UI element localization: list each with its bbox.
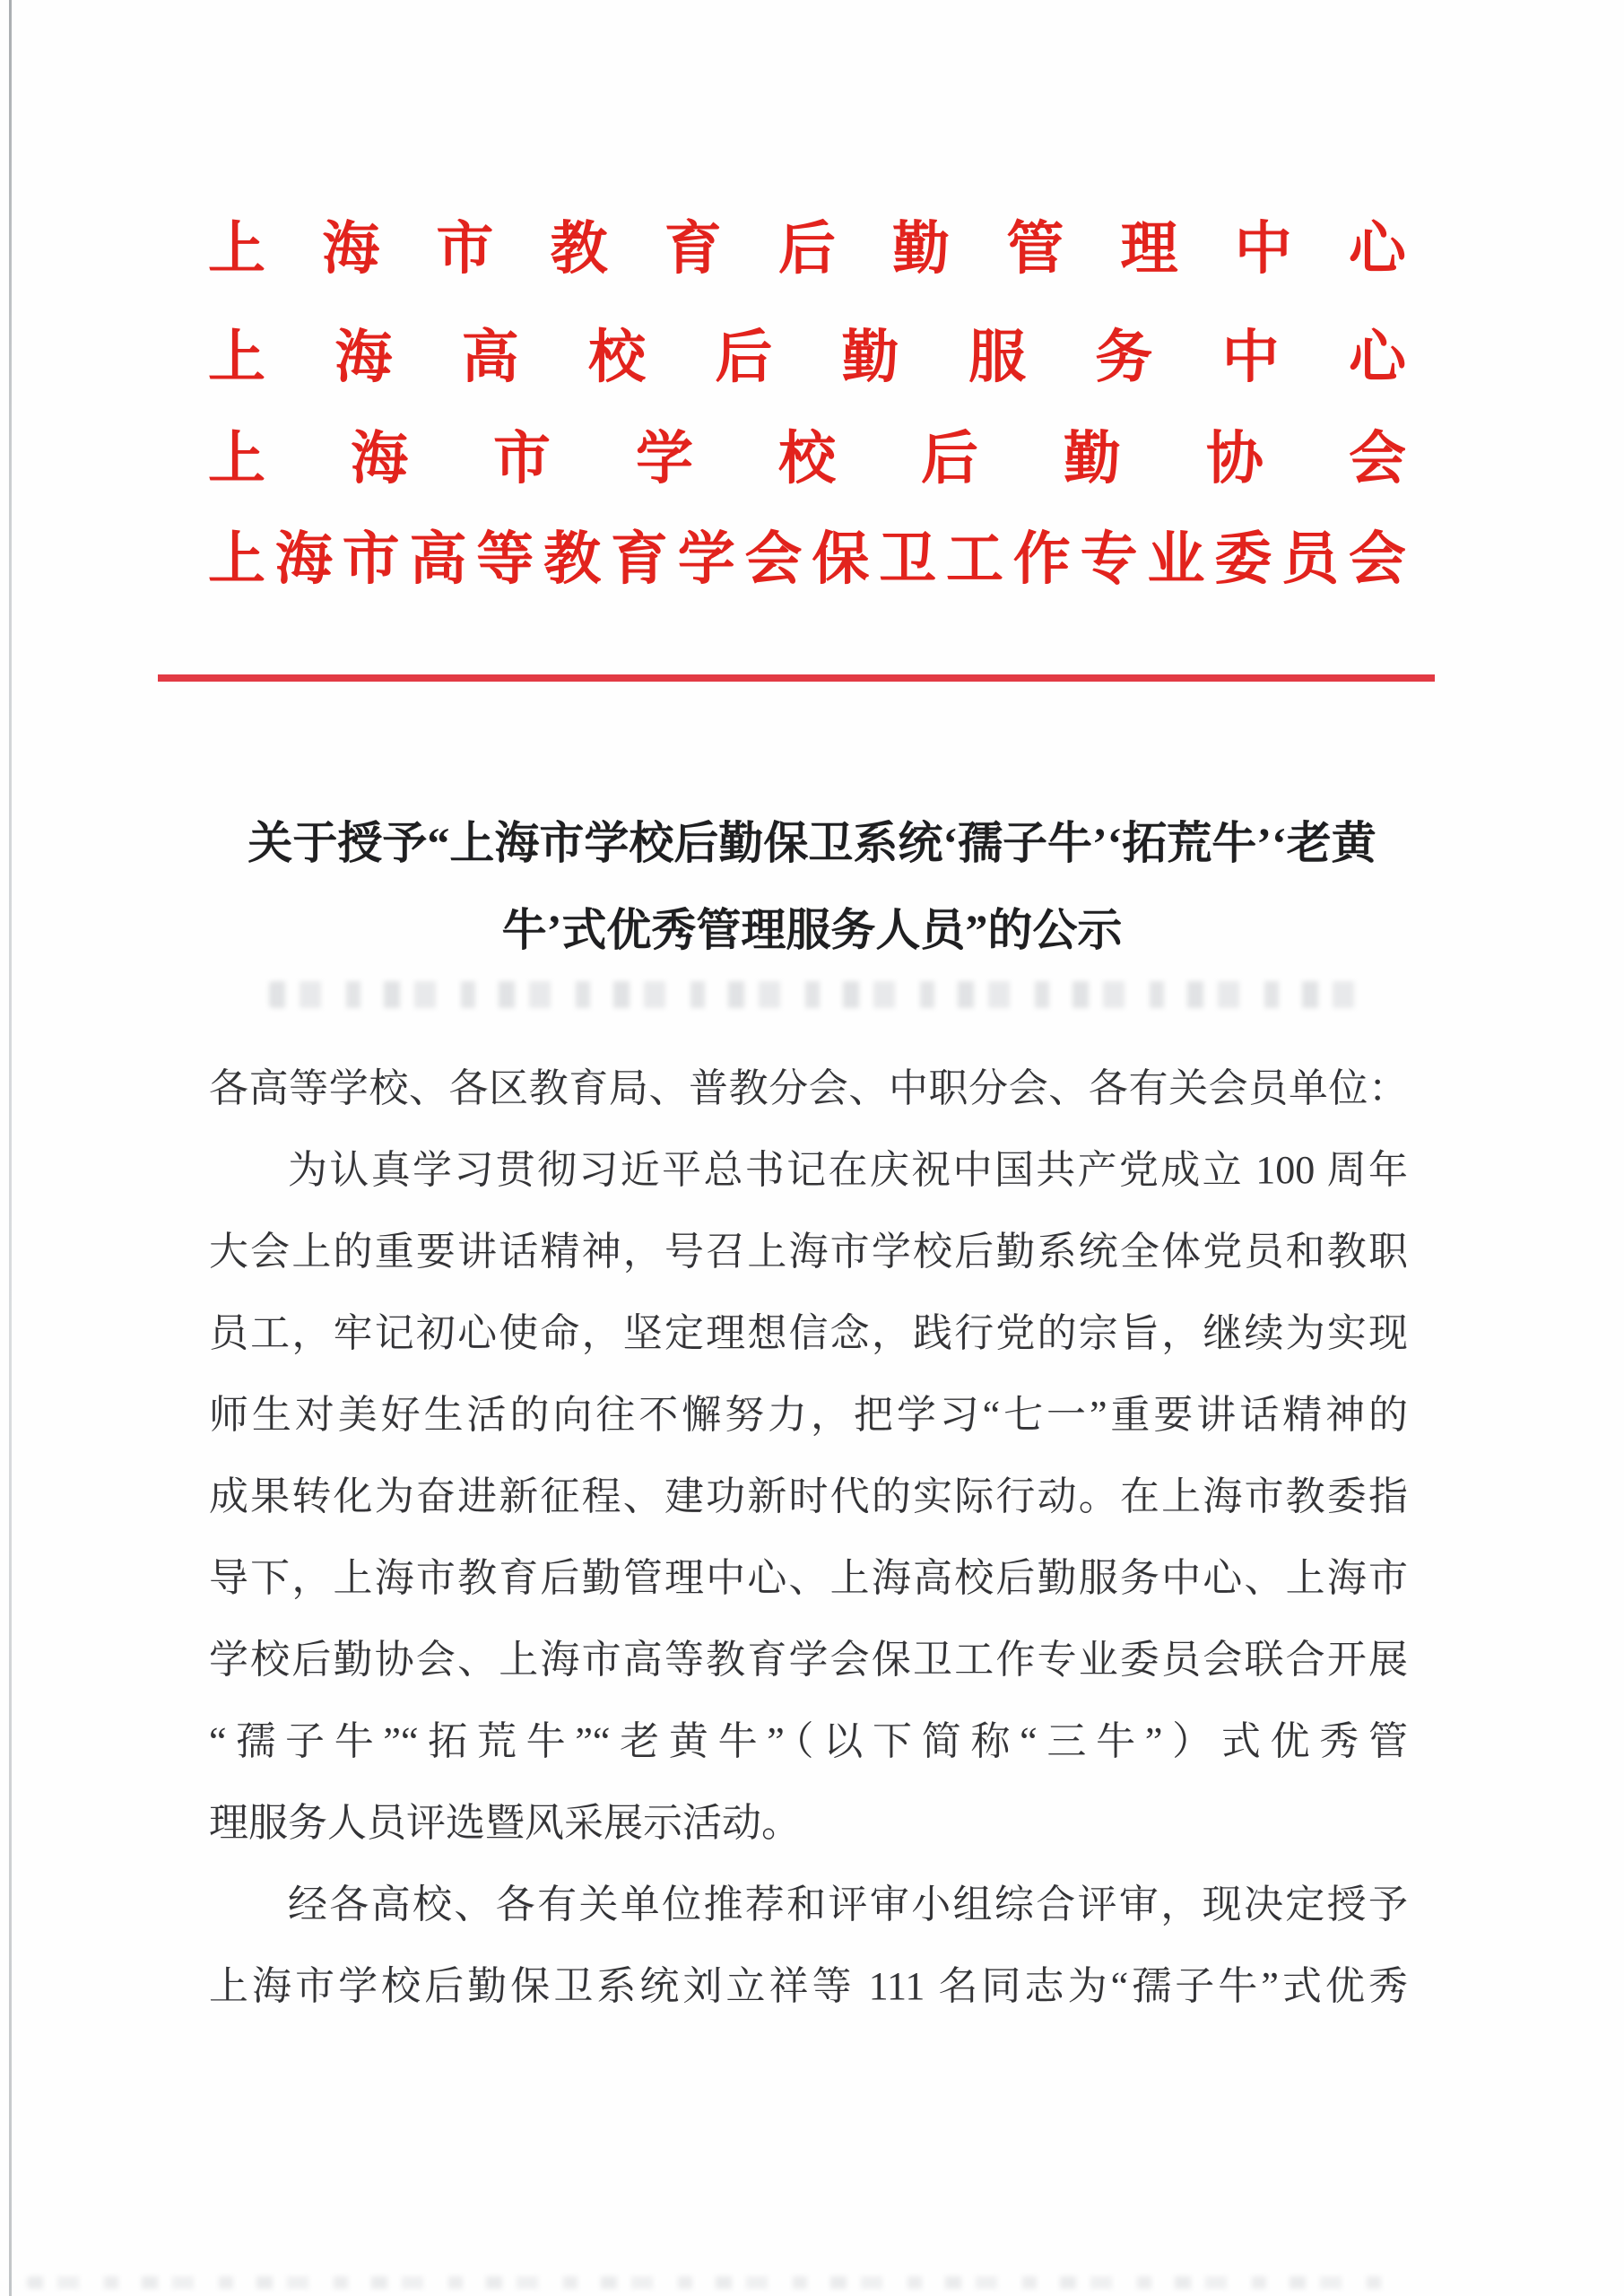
body-line: 为认真学习贯彻习近平总书记在庆祝中国共产党成立 100 周年	[288, 1148, 1408, 1192]
body-line: 员工，牢记初心使命，坚定理想信念，践行党的宗旨，继续为实现	[209, 1311, 1408, 1355]
body-line-salutation: 各高等学校、各区教育局、普教分会、中职分会、各有关会员单位：	[209, 1066, 1408, 1110]
body-line: “孺子牛”“拓荒牛”“老黄牛”（以下简称“三牛”）式优秀管	[209, 1719, 1408, 1763]
page-edge-artifact	[9, 0, 12, 2296]
body-line: 理服务人员评选暨风采展示活动。	[209, 1801, 801, 1845]
body-line: 导下，上海市教育后勤管理中心、上海高校后勤服务中心、上海市	[209, 1556, 1408, 1600]
body-line: 师生对美好生活的向往不懈努力，把学习“七一”重要讲话精神的	[209, 1393, 1408, 1437]
org-line-4: 上 海 市 高 等 教 育 学 会 保 卫 工 作 专 业 委 员 会	[208, 526, 1406, 591]
org-line-3: 上 海 市 学 校 后 勤 协 会	[208, 426, 1406, 491]
body-line: 经各高校、各有关单位推荐和评审小组综合评审，现决定授予	[288, 1883, 1408, 1926]
body-line: 成果转化为奋进新征程、建功新时代的实际行动。在上海市教委指	[209, 1474, 1408, 1518]
org-line-1: 上 海 市 教 育 后 勤 管 理 中 心	[208, 216, 1406, 281]
red-divider-line	[158, 674, 1435, 682]
body-line: 上海市学校后勤保卫系统刘立祥等 111 名同志为“孺子牛”式优秀	[209, 1964, 1408, 2008]
bleedthrough-artifact-top	[269, 981, 1359, 1008]
org-line-2: 上 海 高 校 后 勤 服 务 中 心	[208, 325, 1406, 389]
bleedthrough-artifact-bottom	[27, 2276, 1390, 2289]
body-line: 学校后勤协会、上海市高等教育学会保卫工作专业委员会联合开展	[209, 1638, 1408, 1682]
body-line: 大会上的重要讲话精神，号召上海市学校后勤系统全体党员和教职	[209, 1230, 1408, 1274]
title-line-2: 牛’式优秀管理服务人员”的公示	[501, 905, 1123, 955]
document-body	[209, 1048, 1408, 2027]
document-title	[126, 800, 1498, 974]
title-line-1: 关于授予“上海市学校后勤保卫系统‘孺子牛’‘拓荒牛’‘老黄	[248, 818, 1376, 868]
